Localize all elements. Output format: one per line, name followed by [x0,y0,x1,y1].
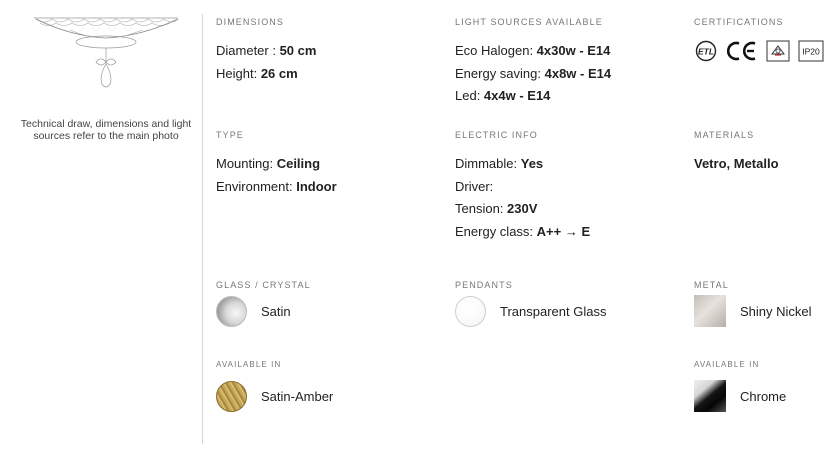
environment-value: Indoor [296,178,337,194]
panel-divider [202,14,203,444]
transparent-glass-swatch [455,296,486,327]
light-source-energy-saving [455,63,611,86]
lamp-technical-drawing [30,14,182,114]
certification-icons [694,40,824,62]
glass-heading: GLASS / CRYSTAL [216,280,311,290]
tension-label: Tension: [455,201,508,217]
light-source-label: Energy saving: [455,65,545,81]
pendant-option-transparent-glass[interactable] [455,294,606,328]
chrome-swatch [694,380,726,412]
dimensions-heading: DIMENSIONS [216,17,285,27]
glass-option-label: Satin [261,303,291,319]
metal-available-label: Chrome [740,388,787,404]
shiny-nickel-swatch [694,295,726,327]
diameter-row [216,40,316,63]
glass-available-section [216,360,333,413]
pendants-heading: PENDANTS [455,280,513,290]
light-sources-section [455,17,611,108]
light-source-eco-halogen [455,40,611,63]
light-source-label: Eco Halogen: [455,43,537,58]
light-source-value: 4x30w - E14 [536,43,611,58]
metal-option-shiny-nickel[interactable] [694,294,812,328]
materials-value: Vetro, Metallo [694,156,779,171]
tension-value: 230V [507,201,538,217]
energy-class-label: Energy class: [455,223,537,239]
light-source-label: Led: [455,88,484,104]
ce-mark-icon [726,40,758,62]
pendants-section [455,280,606,328]
driver-label: Driver: [455,178,494,194]
glass-option-satin[interactable] [216,294,311,328]
light-source-value: 4x4w - E14 [483,88,551,104]
drawing-caption: Technical draw, dimensions and light sources refer to the main photo [20,118,192,142]
mounting-row [216,153,337,176]
metal-available-heading: AVAILABLE IN [694,360,760,369]
height-label: Height: [216,65,261,81]
certifications-heading: CERTIFICATIONS [694,17,784,27]
class-ii-icon [766,40,790,62]
light-source-value: 4x8w - E14 [544,65,612,81]
glass-available-heading: AVAILABLE IN [216,360,282,369]
environment-row [216,176,337,199]
environment-label: Environment: [216,178,297,194]
materials-row [694,153,779,176]
electric-info-section [455,130,590,243]
energy-class-value: A++ → E [536,223,591,239]
metal-option-label: Shiny Nickel [740,303,812,319]
light-source-led [455,85,611,108]
metal-heading: METAL [694,280,729,290]
mounting-value: Ceiling [276,156,321,171]
dimmable-value: Yes [520,156,544,171]
height-row [216,63,316,86]
diameter-value: 50 cm [279,43,317,58]
metal-available-section [694,360,786,413]
type-section [216,130,337,198]
product-drawing-panel [0,0,202,473]
glass-section [216,280,311,328]
diameter-label: Diameter : [216,43,280,58]
etl-icon [694,40,718,62]
certifications-section [694,17,824,62]
metal-section [694,280,812,328]
glass-available-label: Satin-Amber [261,388,334,404]
materials-section [694,130,779,176]
svg-text:ETL: ETL [697,46,715,57]
materials-heading: MATERIALS [694,130,755,140]
satin-swatch [216,296,247,327]
ip20-icon [798,40,824,62]
height-value: 26 cm [260,65,298,81]
driver-row [455,176,590,199]
metal-option-chrome[interactable] [694,379,786,413]
satin-amber-swatch [216,381,247,412]
glass-option-satin-amber[interactable] [216,379,333,413]
mounting-label: Mounting: [216,156,277,171]
svg-text:IP20: IP20 [802,46,820,57]
dimmable-label: Dimmable: [455,156,521,171]
pendant-option-label: Transparent Glass [500,303,607,319]
dimensions-section [216,17,316,85]
type-heading: TYPE [216,130,244,140]
electric-info-heading: ELECTRIC INFO [455,130,538,140]
tension-row [455,198,590,221]
dimmable-row [455,153,590,176]
light-sources-heading: LIGHT SOURCES AVAILABLE [455,17,603,27]
energy-class-row [455,221,590,244]
